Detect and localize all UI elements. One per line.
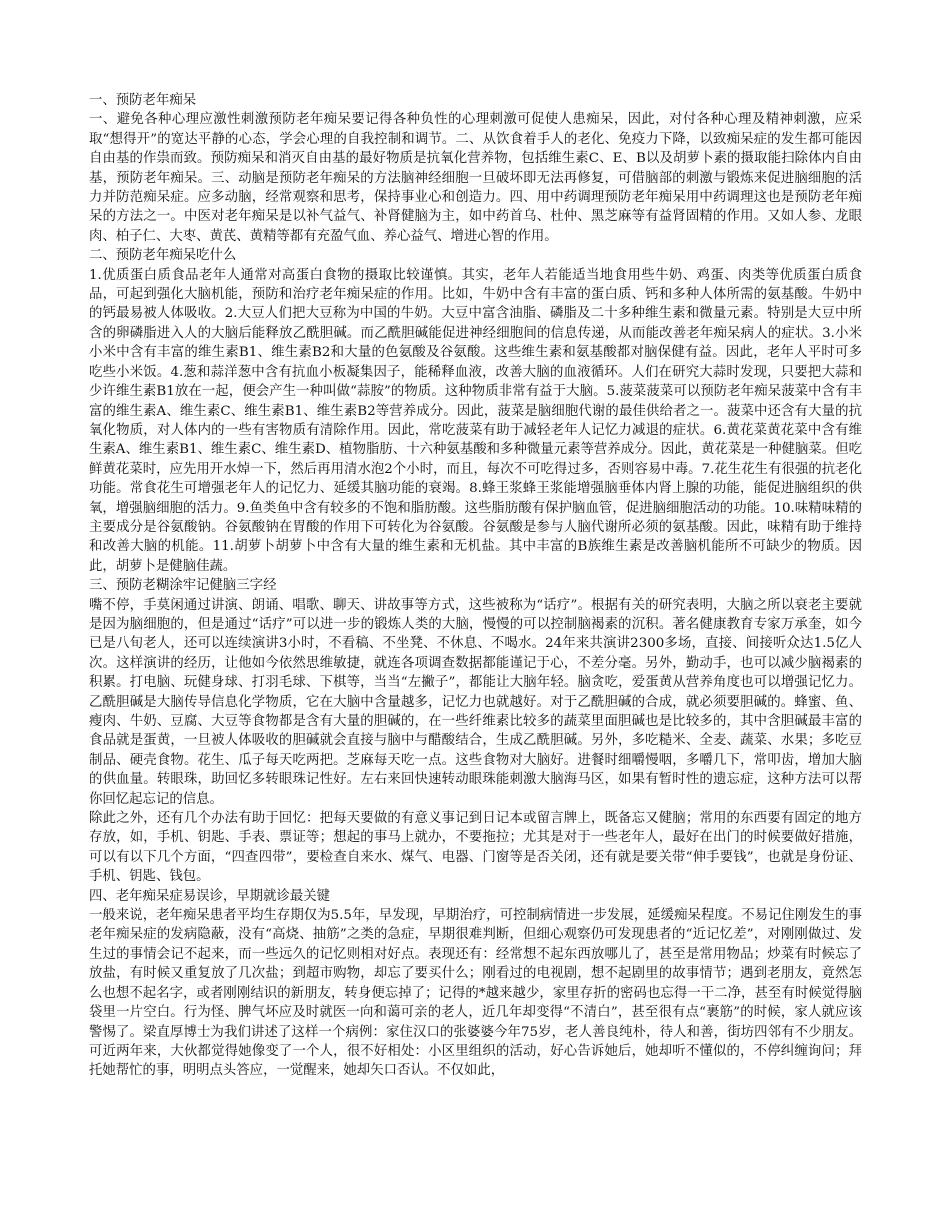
paragraph: 一般来说，老年痴呆患者平均生存期仅为5.5年，早发现，早期治疗，可控制病情进一步发展，延缓痴呆程度。不易记住刚发生的事老年痴呆症的发病隐蔽，没有“高烧、抽筋”之类的急症，早期很难判断，但细心观察仍可发现患者的“近记忆差”，对刚刚做过、发生过的事情会记不起来，而一些远久的记忆则相对好点。表现还有：经常想不起东西放哪儿了，甚至是常用物品；炒菜有时候忘了放盐，有时候又重复放了几次盐；到超市购物，却忘了要买什么；刚看过的电视剧，想不起剧里的故事情节；遇到老朋友，竟然怎么也想不起名字，或者刚刚结识的新朋友，转身便忘掉了；记得的*越来越少，家里存折的密码也忘得一干二净，甚至有时候觉得脑袋里一片空白。行为怪、脾气坏应及时就医一向和蔼可亲的老人，近几年却变得“不清白”，甚至很有点“裹筋”的时候，家人就应该警惕了。梁直厚博士为我们讲述了这样一个病例：家住汉口的张婆婆今年75岁，老人善良纯朴，待人和善，街坊四邻有不少朋友。可近两年来，大伙都觉得她像变了一个人，很不好相处：小区里组织的活动，好心告诉她后，她却听不懂似的，不停纠缠询问；拜托她帮忙的事，明明点头答应，一觉醒来，她却矢口否认。不仅如此， [89,908,862,1079]
section-1 [89,91,862,246]
section-heading: 三、预防老糊涂牢记健脑三字经 [89,578,277,594]
paragraph: 1.优质蛋白质食品老年人通常对高蛋白食物的摄取比较谨慎。其实，老年人若能适当地食用些牛奶、鸡蛋、肉类等优质蛋白质食品，可起到强化大脑机能，预防和治疗老年痴呆症的作用。比如，牛奶中含有丰富的蛋白质、钙和多种人体所需的氨基酸。牛奶中的钙最易被人体吸收。2.大豆人们把大豆称为中国的牛奶。大豆中富含油脂、磷脂及二十多种维生素和微量元素。特别是大豆中所含的卵磷脂进入人的大脑后能释放乙酰胆碱。而乙酰胆碱能促进神经细胞间的信息传递，从而能改善老年痴呆病人的症状。3.小米小米中含有丰富的维生素B1、维生素B2和大量的色氨酸及谷氨酸。这些维生素和氨基酸都对脑保健有益。因此，老年人平时可多吃些小米饭。4.葱和蒜洋葱中含有抗血小板凝集因子，能稀释血液，改善大脑的血液循环。人们在研究大蒜时发现，只要把大蒜和少许维生素B1放在一起，便会产生一种叫做“蒜胺”的物质。这种物质非常有益于大脑。5.菠菜菠菜可以预防老年痴呆菠菜中含有丰富的维生素A、维生素C、维生素B1、维生素B2等营养成分。因此，菠菜是脑细胞代谢的最佳供给者之一。菠菜中还含有大量的抗氧化物质，对人体内的一些有害物质有清除作用。因此，常吃菠菜有助于减轻老年人记忆力减退的症状。6.黄花菜黄花菜中含有维生素A、维生素B1、维生素C、维生素D、植物脂肪、十六种氨基酸和多种微量元素等营养成分。因此，黄花菜是一种健脑菜。但吃鲜黄花菜时，应先用开水焯一下，然后再用清水泡2个小时，而且，每次不可吃得过多，否则容易中毒。7.花生花生有很强的抗老化功能。常食花生可增强老年人的记忆力、延缓其脑功能的衰竭。8.蜂王浆蜂王浆能增强脑垂体内肾上腺的功能，能促进脑组织的供氧，增强脑细胞的活力。9.鱼类鱼中含有较多的不饱和脂肪酸。这些脂肪酸有保护脑血管，促进脑细胞活动的功能。10.味精味精的主要成分是谷氨酸钠。谷氨酸钠在胃酸的作用下可转化为谷氨酸。谷氨酸是参与人脑代谢所必须的氨基酸。因此，味精有助于维持和改善大脑的机能。11.胡萝卜胡萝卜中含有大量的维生素和无机盐。其中丰富的B族维生素是改善脑机能所不可缺少的物质。因此，胡萝卜是健脑佳蔬。 [89,267,862,574]
section-heading: 四、老年痴呆症易误诊，早期就诊最关键 [89,888,331,904]
paragraph: 嘴不停，手莫闲通过讲演、朗诵、唱歌、聊天、讲故事等方式，这些被称为“话疗”。根据有关的研究表明，大脑之所以衰老主要就是因为脑细胞的，但是通过“话疗”可以进一步的锻炼人类的大脑，慢慢的可以控制脑褐素的沉积。著名健康教育专家万承奎，如今已是八旬老人，还可以连续演讲3小时，不看稿、不坐凳、不休息、不喝水。24年来共演讲2300多场，直接、间接听众达1.5亿人次。这样演讲的经历，让他如今依然思维敏捷，就连各项调查数据都能谨记于心，不差分毫。另外，勤动手，也可以减少脑褐素的积累。打电脑、玩健身球、打羽毛球、下棋等，当当“左撇子”，都能让大脑年轻。脑贪吃，爱蛋黄从营养角度也可以增强记忆力。乙酰胆碱是大脑传导信息化学物质，它在大脑中含量越多，记忆力也就越好。对于乙酰胆碱的合成，就必须要胆碱的。蜂蜜、鱼、瘦肉、牛奶、豆腐、大豆等食物都是含有大量的胆碱的，在一些纤维素比较多的蔬菜里面胆碱也是比较多的，其中含胆碱最丰富的食品就是蛋黄，一旦被人体吸收的胆碱就会直接与脑中与醋酸结合，生成乙酰胆碱。另外，多吃糙米、全麦、蔬菜、水果；多吃豆制品、硬壳食物。花生、瓜子每天吃两把。芝麻每天吃一点。这些食物对大脑好。进餐时细嚼慢咽，多嚼几下，常叩齿，增加大脑的供血量。转眼珠，助回忆多转眼珠记性好。左右来回快速转动眼珠能刺激大脑海马区，如果有暂时性的遗忘症，这种方法可以帮你回忆起忘记的信息。 [89,597,862,807]
document-page [89,91,862,1081]
section-4 [89,887,862,1081]
section-2 [89,246,862,576]
section-3 [89,576,862,887]
section-heading: 一、预防老年痴呆 [89,93,197,108]
paragraph: 除此之外，还有几个办法有助于回忆：把每天要做的有意义事记到日记本或留言牌上，既备忘又健脑；常用的东西要有固定的地方存放，如，手机、钥匙、手表、票证等；想起的事马上就办，不要拖拉；尤其是对于一些老年人，最好在出门的时候要做好措施，可以有以下几个方面，“四查四带”，要检查自来水、煤气、电器、门窗等是否关闭，还有就是要关带“伸手要钱”，也就是身份证、手机、钥匙、钱包。 [89,811,862,885]
paragraph: 一、避免各种心理应激性刺激预防老年痴呆要记得各种负性的心理刺激可促使人患痴呆，因此，对付各种心理及精神刺激，应采取“想得开”的宽达平静的心态，学会心理的自我控制和调节。二、从饮食着手人的老化、免疫力下降，以致痴呆症的发生都可能因自由基的作祟而致。预防痴呆和消灭自由基的最好物质是抗氧化营养物，包括维生素C、E、B以及胡萝卜素的摄取能扫除体内自由基，预防老年痴呆。三、动脑是预防老年痴呆的方法脑神经细胞一旦破坏即无法再修复，可借脑部的刺激与锻炼来促进脑细胞的活力并防范痴呆症。应多动脑，经常观察和思考，保持事业心和创造力。四、用中药调理预防老年痴呆用中药调理这也是预防老年痴呆的方法之一。中医对老年痴呆是以补气益气、补肾健脑为主，如中药首乌、杜仲、黑芝麻等有益肾固精的作用。又如人参、龙眼肉、柏子仁、大枣、黄芪、黄精等都有充盈气血、养心益气、增进心智的作用。 [89,112,862,244]
section-heading: 二、预防老年痴呆吃什么 [89,248,237,264]
